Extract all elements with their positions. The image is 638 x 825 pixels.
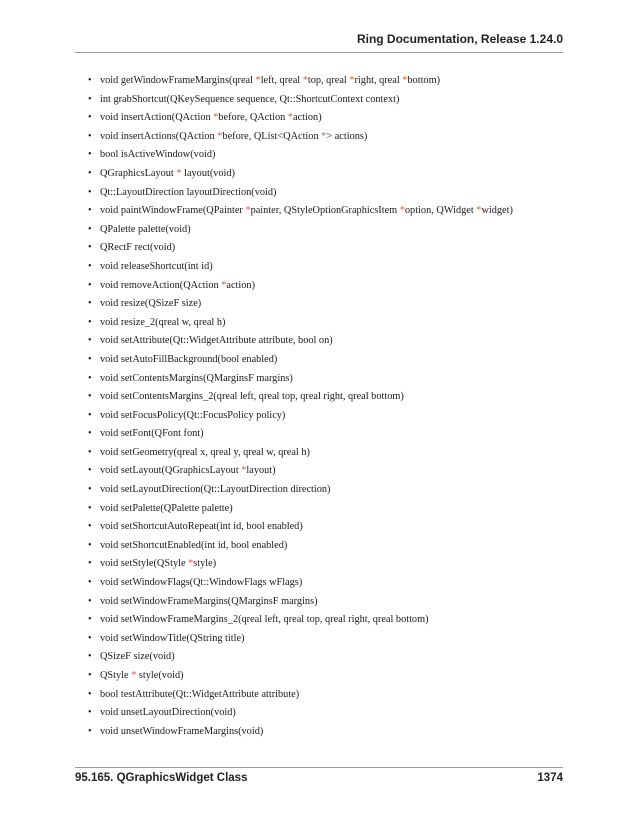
bullet-icon: • <box>88 446 92 458</box>
header-divider <box>75 52 563 53</box>
method-text: void setContentsMargins_2(qreal left, qreal top, qreal right, qreal bottom) <box>100 391 404 403</box>
bullet-icon: • <box>88 223 92 235</box>
method-item <box>88 146 513 165</box>
pointer-asterisk: * <box>217 130 223 142</box>
method-text: void setFont(QFont font) <box>100 428 204 440</box>
method-text: void setContentsMargins(QMarginsF margins) <box>100 372 293 384</box>
method-item <box>88 686 513 705</box>
method-text: void setAttribute(Qt::WidgetAttribute attribute, bool on) <box>100 335 333 347</box>
bullet-icon: • <box>88 316 92 328</box>
method-item <box>88 611 513 630</box>
bullet-icon: • <box>88 465 92 477</box>
bullet-icon: • <box>88 260 92 272</box>
method-text: void setGeometry(qreal x, qreal y, qreal w, qreal h) <box>100 446 310 458</box>
method-item <box>88 537 513 556</box>
method-text: void setStyle(QStyle <box>100 558 189 570</box>
pointer-asterisk: * <box>349 75 355 86</box>
method-text: QPalette palette(void) <box>100 223 191 235</box>
method-item <box>88 91 513 110</box>
method-item <box>88 351 513 370</box>
method-text: widget) <box>481 205 513 217</box>
method-item <box>88 444 513 463</box>
bullet-icon: • <box>88 428 92 440</box>
method-item <box>88 518 513 537</box>
pointer-asterisk: * <box>188 558 194 570</box>
bullet-icon: • <box>88 75 92 86</box>
method-text: action) <box>226 279 255 291</box>
method-item <box>88 555 513 574</box>
bullet-icon: • <box>88 484 92 496</box>
pointer-asterisk: * <box>399 205 405 217</box>
bullet-icon: • <box>88 167 92 179</box>
pointer-asterisk: * <box>402 75 408 86</box>
method-item <box>88 221 513 240</box>
bullet-icon: • <box>88 558 92 570</box>
method-item <box>88 407 513 426</box>
pointer-asterisk: * <box>213 112 219 124</box>
method-text: QSizeF size(void) <box>100 651 175 663</box>
method-text: void setWindowFlags(Qt::WindowFlags wFlags) <box>100 577 303 589</box>
bullet-icon: • <box>88 112 92 124</box>
method-item <box>88 462 513 481</box>
method-text: void resize(QSizeF size) <box>100 298 202 310</box>
bullet-icon: • <box>88 391 92 403</box>
bullet-icon: • <box>88 130 92 142</box>
method-text: QRectF rect(void) <box>100 242 176 254</box>
method-item <box>88 704 513 723</box>
method-item <box>88 593 513 612</box>
pointer-asterisk: * <box>302 75 308 86</box>
pointer-asterisk: * <box>287 112 294 124</box>
bullet-icon: • <box>88 205 92 217</box>
method-text: bool testAttribute(Qt::WidgetAttribute attribute) <box>100 688 300 700</box>
method-text: right, qreal <box>354 75 403 86</box>
document-title: Ring Documentation, Release 1.24.0 <box>356 32 563 46</box>
pointer-asterisk: * <box>245 205 251 217</box>
method-item <box>88 109 513 128</box>
method-item <box>88 574 513 593</box>
method-item <box>88 165 513 184</box>
method-text: top, qreal <box>307 75 350 86</box>
method-item <box>88 370 513 389</box>
method-text: void paintWindowFrame(QPainter <box>100 205 246 217</box>
bullet-icon: • <box>88 298 92 310</box>
method-text: layout) <box>246 465 276 477</box>
method-text: style(void) <box>136 670 184 681</box>
bullet-icon: • <box>88 632 92 644</box>
method-item <box>88 630 513 649</box>
method-text: void setWindowFrameMargins_2(qreal left, qreal top, qreal right, qreal bottom) <box>100 614 429 626</box>
bullet-icon: • <box>88 577 92 589</box>
pointer-asterisk: * <box>176 167 182 179</box>
bullet-icon: • <box>88 353 92 365</box>
method-text: action) <box>293 112 322 124</box>
method-item <box>88 277 513 296</box>
method-text: void insertActions(QAction <box>100 130 218 142</box>
footer-divider <box>75 767 563 768</box>
method-text: void removeAction(QAction <box>100 279 222 291</box>
method-text: void unsetWindowFrameMargins(void) <box>100 725 264 737</box>
bullet-icon: • <box>88 614 92 626</box>
method-item <box>88 481 513 500</box>
method-text: painter, QStyleOptionGraphicsItem <box>250 205 400 217</box>
bullet-icon: • <box>88 93 92 105</box>
method-item <box>88 500 513 519</box>
method-text: before, QAction <box>218 112 288 124</box>
bullet-icon: • <box>88 372 92 384</box>
pointer-asterisk: * <box>321 130 327 142</box>
bullet-icon: • <box>88 651 92 663</box>
bullet-icon: • <box>88 502 92 514</box>
method-text: bool isActiveWindow(void) <box>100 149 216 161</box>
method-text: QStyle <box>100 670 132 681</box>
method-text: void setWindowFrameMargins(QMarginsF margins) <box>100 595 318 607</box>
page-header <box>75 32 563 48</box>
method-text: style) <box>193 558 217 570</box>
method-item <box>88 128 513 147</box>
method-item <box>88 184 513 203</box>
method-text: void setAutoFillBackground(bool enabled) <box>100 353 278 365</box>
method-item <box>88 258 513 277</box>
method-text: void setFocusPolicy(Qt::FocusPolicy policy) <box>100 409 286 421</box>
method-item <box>88 667 513 686</box>
bullet-icon: • <box>88 688 92 700</box>
pointer-asterisk: * <box>221 279 227 291</box>
page-number: 1374 <box>537 772 563 784</box>
method-item <box>88 295 513 314</box>
bullet-icon: • <box>88 521 92 533</box>
method-item <box>88 202 513 221</box>
method-text: void setLayoutDirection(Qt::LayoutDirection direction) <box>100 484 331 496</box>
method-text: QGraphicsLayout <box>100 167 177 179</box>
bullet-icon: • <box>88 725 92 737</box>
method-text: Qt::LayoutDirection layoutDirection(void) <box>100 186 277 198</box>
method-list <box>88 72 513 741</box>
method-text: void setLayout(QGraphicsLayout <box>100 465 242 477</box>
method-text: option, QWidget <box>404 205 477 217</box>
method-text: > actions) <box>326 130 368 142</box>
method-text: void setPalette(QPalette palette) <box>100 502 233 514</box>
method-text: before, QList<QAction <box>222 130 322 142</box>
method-text: void getWindowFrameMargins(qreal <box>100 75 256 86</box>
method-item <box>88 723 513 742</box>
method-item <box>88 72 513 91</box>
method-text: void setWindowTitle(QString title) <box>100 632 245 644</box>
bullet-icon: • <box>88 279 92 291</box>
bullet-icon: • <box>88 335 92 347</box>
method-text: left, qreal <box>260 75 303 86</box>
method-item <box>88 314 513 333</box>
method-text: void setShortcutAutoRepeat(int id, bool enabled) <box>100 521 303 533</box>
method-text: void releaseShortcut(int id) <box>100 260 213 272</box>
pointer-asterisk: * <box>241 465 247 477</box>
pointer-asterisk: * <box>131 670 137 681</box>
method-text: int grabShortcut(QKeySequence sequence, Qt::ShortcutContext context) <box>100 93 400 105</box>
page-footer <box>75 772 563 788</box>
method-item <box>88 332 513 351</box>
bullet-icon: • <box>88 186 92 198</box>
pointer-asterisk: * <box>255 75 261 86</box>
method-item <box>88 425 513 444</box>
bullet-icon: • <box>88 707 92 719</box>
method-text: layout(void) <box>181 167 235 179</box>
footer-section-title: 95.165. QGraphicsWidget Class <box>75 772 248 784</box>
pointer-asterisk: * <box>476 205 482 217</box>
bullet-icon: • <box>88 595 92 607</box>
method-item <box>88 388 513 407</box>
method-text: void setShortcutEnabled(int id, bool enabled) <box>100 539 288 551</box>
bullet-icon: • <box>88 670 92 681</box>
method-text: bottom) <box>407 75 441 86</box>
bullet-icon: • <box>88 539 92 551</box>
bullet-icon: • <box>88 409 92 421</box>
bullet-icon: • <box>88 242 92 254</box>
method-text: void resize_2(qreal w, qreal h) <box>100 316 226 328</box>
bullet-icon: • <box>88 149 92 161</box>
method-item <box>88 239 513 258</box>
method-text: void insertAction(QAction <box>100 112 214 124</box>
method-text: void unsetLayoutDirection(void) <box>100 707 236 719</box>
method-item <box>88 648 513 667</box>
